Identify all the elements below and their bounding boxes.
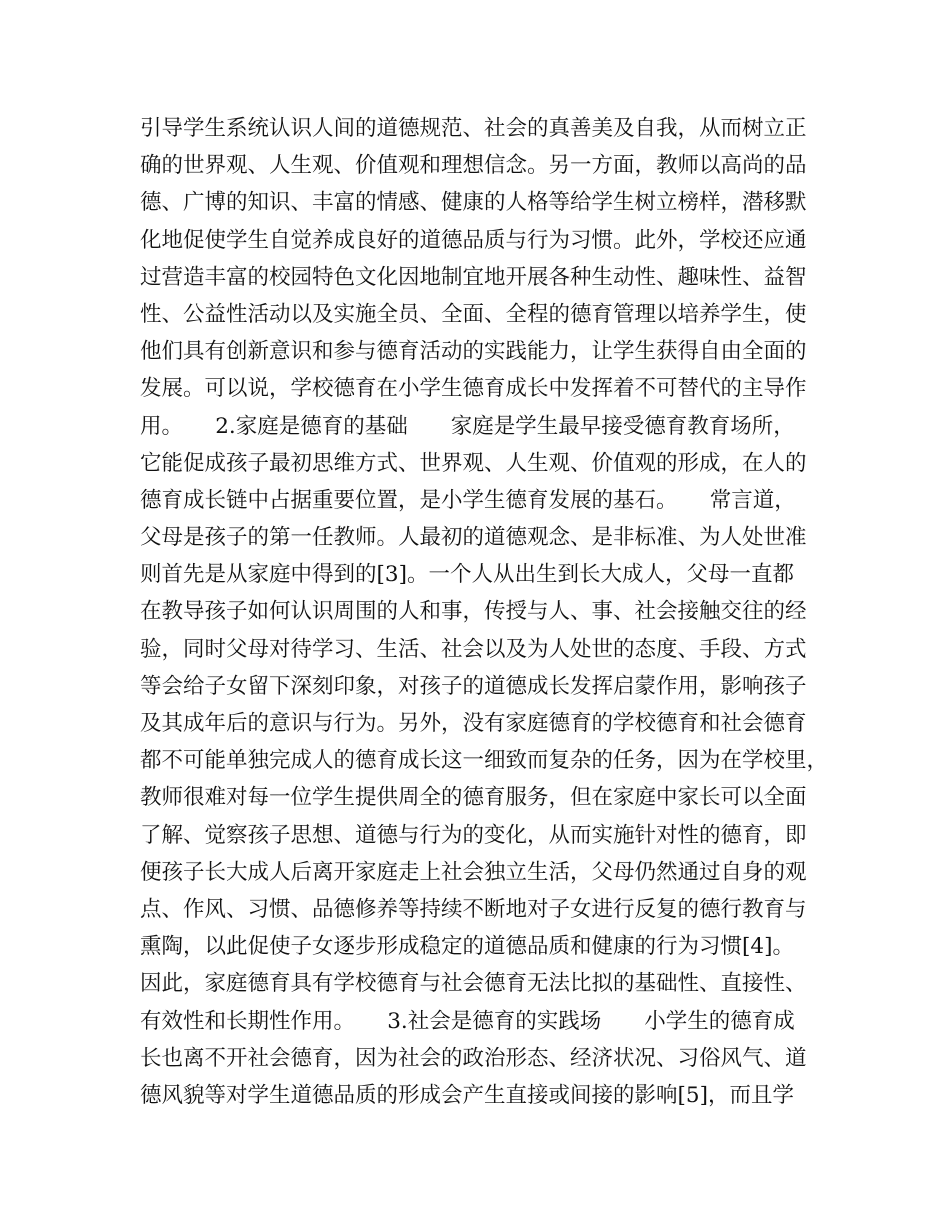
text-line: 发展。可以说，学校德育在小学生德育成长中发挥着不可替代的主导作 <box>140 376 807 402</box>
text-line: 他们具有创新意识和参与德育活动的实践能力，让学生获得自由全面的 <box>140 339 807 365</box>
text-line: 父母是孩子的第一任教师。人最初的道德观念、是非标准、为人处世准 <box>140 525 807 551</box>
text-line: 用。 2.家庭是德育的基础 家庭是学生最早接受德育教育场所， <box>140 413 795 439</box>
text-line: 验，同时父母对待学习、生活、社会以及为人处世的态度、手段、方式 <box>140 636 807 662</box>
text-line: 化地促使学生自觉养成良好的道德品质与行为习惯。此外，学校还应通 <box>140 227 807 253</box>
text-line: 则首先是从家庭中得到的[3]。一个人从出生到长大成人，父母一直都 <box>140 562 794 588</box>
text-line: 等会给子女留下深刻印象，对孩子的道德成长发挥启蒙作用，影响孩子 <box>140 673 807 699</box>
text-line: 点、作风、习惯、品德修养等持续不断地对子女进行反复的德行教育与 <box>140 896 807 922</box>
text-line: 熏陶，以此促使子女逐步形成稳定的道德品质和健康的行为习惯[4]。 <box>140 934 794 960</box>
text-line: 因此，家庭德育具有学校德育与社会德育无法比拟的基础性、直接性、 <box>140 971 807 997</box>
text-line: 它能促成孩子最初思维方式、世界观、人生观、价值观的形成，在人的 <box>140 450 807 476</box>
text-line: 便孩子长大成人后离开家庭走上社会独立生活，父母仍然通过自身的观 <box>140 859 807 885</box>
text-line: 确的世界观、人生观、价值观和理想信念。另一方面，教师以高尚的品 <box>140 153 807 179</box>
text-line: 了解、觉察孩子思想、道德与行为的变化，从而实施针对性的德育，即 <box>140 822 807 848</box>
text-line: 性、公益性活动以及实施全员、全面、全程的德育管理以培养学生，使 <box>140 301 807 327</box>
text-line: 教师很难对每一位学生提供周全的德育服务，但在家庭中家长可以全面 <box>140 785 807 811</box>
text-line: 德风貌等对学生道德品质的形成会产生直接或间接的影响[5]，而且学 <box>140 1082 794 1108</box>
body-text <box>140 110 829 1114</box>
text-line: 及其成年后的意识与行为。另外，没有家庭德育的学校德育和社会德育 <box>140 711 807 736</box>
text-line: 有效性和长期性作用。 3.社会是德育的实践场 小学生的德育成 <box>140 1008 795 1034</box>
text-line: 都不可能单独完成人的德育成长这一细致而复杂的任务，因为在学校里， <box>140 748 829 774</box>
text-line: 在教导孩子如何认识周围的人和事，传授与人、事、社会接触交往的经 <box>140 599 807 625</box>
text-line: 德育成长链中占据重要位置，是小学生德育发展的基石。 常言道， <box>140 487 796 513</box>
text-line: 过营造丰富的校园特色文化因地制宜地开展各种生动性、趣味性、益智 <box>140 264 807 290</box>
text-line: 长也离不开社会德育，因为社会的政治形态、经济状况、习俗风气、道 <box>140 1045 807 1071</box>
text-line: 引导学生系统认识人间的道德规范、社会的真善美及自我，从而树立正 <box>140 116 807 141</box>
text-line: 德、广博的知识、丰富的情感、健康的人格等给学生树立榜样，潜移默 <box>140 190 807 216</box>
